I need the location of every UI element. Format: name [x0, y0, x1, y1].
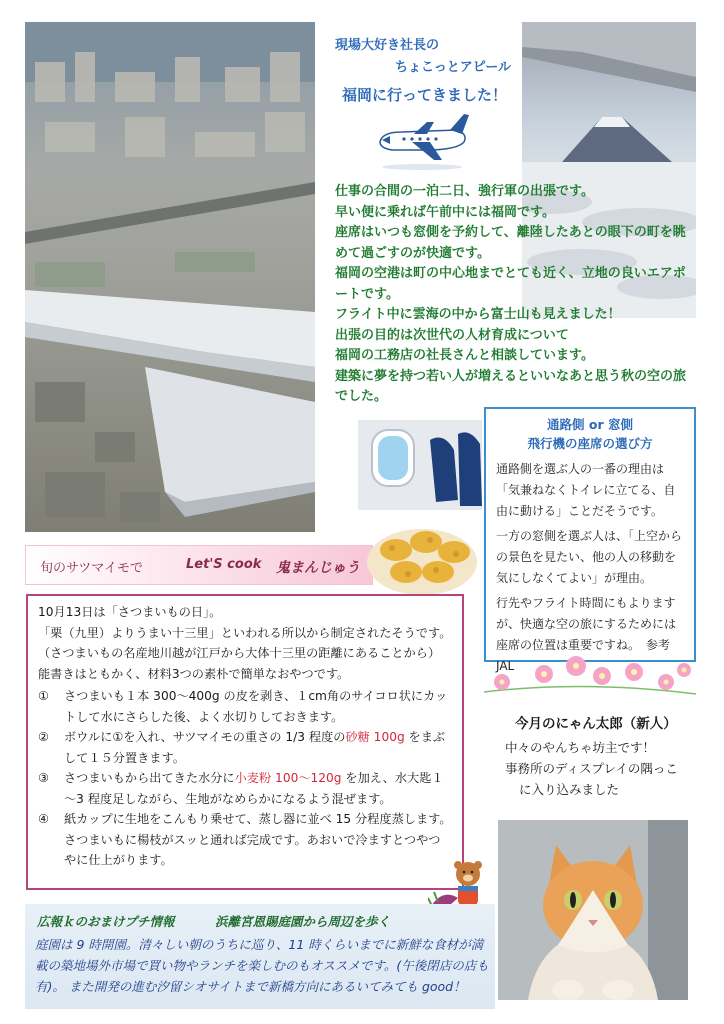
footer-title-right: 浜離宮恩賜庭園から周辺を歩く [215, 914, 391, 929]
city-aerial-illustration [25, 22, 315, 532]
step-text: を加え、水大匙１～3 程度足しながら、生地がなめらかになるよう混ぜます。 [64, 771, 444, 806]
cat-line3: に入り込みました [519, 782, 620, 797]
step-number: ③ [38, 771, 49, 785]
manjuu-photo [366, 524, 478, 596]
intro-line: 建築に夢を持つ若い人が増えるといいなあと思う秋の空の旅でした。 [335, 368, 687, 404]
intro-line: 仕事の合間の一泊二日、強行軍の出張です。 [335, 184, 594, 199]
intro-line: 福岡の空港は町の中心地までとても近く、立地の良いエアポートです。 [335, 266, 686, 302]
step-text: 紙カップに生地をこんもり乗せて、蒸し器に並べ 15 分程度蒸します。さつまいもに楊枝がスッと通れば完成です。あおいで冷ますとつやつやに仕上がります。 [64, 812, 452, 867]
recipe-step [38, 768, 452, 809]
intro-line: 座席はいつも窓側を予約して、離陸したあとの眼下の町を眺めて過ごすのが快適です。 [335, 225, 686, 261]
footer-title-left: 広報ｋのおまけプチ情報 [37, 914, 175, 929]
seat-box-para3: 行先やフライト時間にもよりますが、快適な空の旅にするためには座席の位置は重要ですね。 [496, 596, 677, 652]
seat-box-title1: 通路側 or 窓側 [547, 417, 633, 432]
step-text: をまぶして１５分置きます。 [64, 730, 446, 765]
cook-banner-left: 旬のサツマイモで [40, 561, 143, 576]
recipe-intro-line: （さつまいもの名産地川越が江戸から大体十三里の距離にあることから） [38, 646, 441, 660]
intro-line: 出張の目的は次世代の人材育成について [335, 327, 569, 343]
recipe-step [38, 686, 452, 727]
header-line1: 現場大好き社長の [335, 38, 440, 53]
cook-banner-mid: Let'S cook [186, 557, 262, 572]
airplane-icon [372, 112, 472, 176]
recipe-step [38, 727, 452, 768]
cook-banner [25, 545, 373, 585]
recipe-intro-line: 能書きはともかく、材料3つの素朴で簡単なおやつです。 [38, 666, 350, 681]
step-number: ① [38, 689, 49, 703]
step-ingredient: 小麦粉 100～120g [234, 771, 342, 785]
header-line2: ちょこっとアピール [395, 60, 511, 75]
cat-line2: 事務所のディスプレイの隅っこ [505, 761, 678, 776]
step-ingredient: 砂糖 100g [345, 730, 405, 744]
cat-section [505, 712, 715, 800]
intro-text [335, 182, 690, 408]
seat-box-title2: 飛行機の座席の選び方 [527, 436, 653, 451]
seat-box-para1: 通路側を選ぶ人の一番の理由は「気兼ねなくトイレに立てる、自由に動ける」ことだそうです。 [496, 462, 676, 518]
step-text: ボウルに①を入れ、サツマイモの重さの 1/3 程度の [64, 730, 346, 744]
cat-line1: 中々のやんちゃ坊主です！ [505, 740, 656, 755]
page-title: 福岡に行ってきました！ [342, 86, 508, 104]
cook-banner-right: 鬼まんじゅう [276, 560, 360, 576]
recipe-intro-line: 10月13日は「さつまいもの日」。 [38, 605, 222, 619]
seat-box-para2: 一方の窓側を選ぶ人は、「上空からの景色を見たい、他の人の移動を気にしなくてよい」が理由。 [496, 529, 683, 585]
recipe-box [26, 594, 464, 890]
footer-info [25, 904, 495, 1009]
city-aerial-photo [25, 22, 315, 532]
intro-line: フライト中に雲海の中から富士山も見えました！ [335, 307, 621, 322]
recipe-intro-line: 「栗（九里）よりうまい十三里」といわれる所以から制定されたそうです。 [38, 625, 452, 640]
cat-title: 今月のにゃん太郎（新人） [515, 716, 677, 732]
step-number: ④ [38, 812, 49, 826]
step-number: ② [38, 730, 49, 744]
step-text: さつまいも１本 300～400g の皮を剥き、１cm角のサイコロ状にカットして水にさらした後、よく水切りしておきます。 [64, 689, 448, 724]
seat-box-credit: 参考 JAL [496, 638, 671, 673]
footer-text: 庭園は 9 時開園。清々しい朝のうちに巡り、11 時くらいまでに新鮮な食材が満載の築地場外市場で買い物やランチを楽しむのもオススメです。(午後閉店の店も有)。 また開発の進む汐留シオサイトまで新橋方向にあるいてみても good！ [35, 937, 489, 994]
flower-decoration [484, 652, 696, 706]
recipe-steps [38, 686, 452, 871]
seat-choice-box [484, 407, 696, 673]
plane-window-seat-illustration [358, 420, 482, 514]
intro-line: 福岡の工務店の社長さんと相談しています。 [335, 348, 594, 363]
cat-photo [498, 820, 688, 1000]
step-text: さつまいもから出てきた水分に [64, 771, 235, 785]
intro-line: 早い便に乗れば午前中には福岡です。 [335, 204, 555, 220]
recipe-step [38, 809, 452, 871]
